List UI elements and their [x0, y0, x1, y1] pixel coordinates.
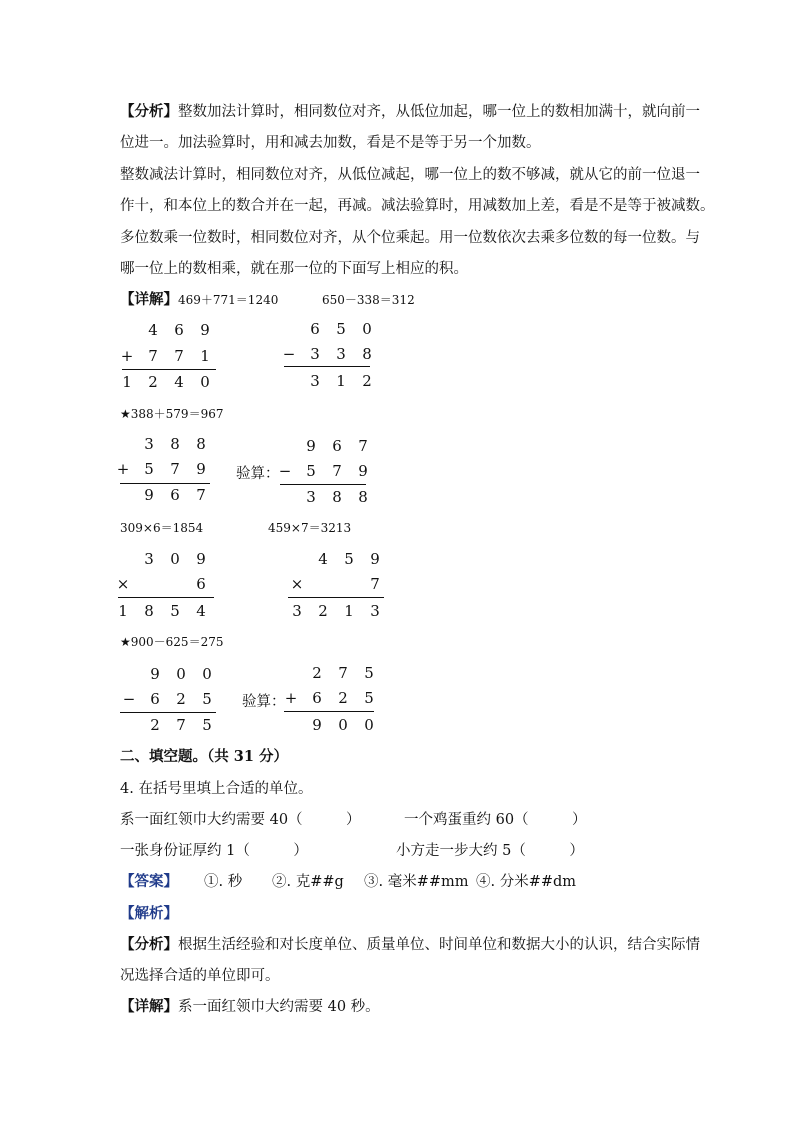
- check-label-2: 验算：: [242, 694, 286, 710]
- detail2-line: 【详解】系一面红领巾大约需要 40 秒。: [120, 998, 380, 1015]
- equation-469-771: 469＋771＝1240: [178, 293, 279, 307]
- jiexi-tag: 【解析】: [120, 905, 178, 922]
- calc-row-2: − 3 3 8: [282, 345, 372, 363]
- analysis-line-1: 【分析】整数加法计算时，相同数位对齐，从低位加起，哪一位上的数相加满十，就向前一: [120, 103, 700, 120]
- calc-row-3: 2 7 5: [150, 716, 212, 734]
- equation-650-338: 650－338＝312: [322, 293, 415, 307]
- analysis-line-4: 作十，和本位上的数合并在一起，再减。减法验算时，用减数加上差，看是不是等于被减数。: [120, 198, 715, 214]
- analysis2-tag: 【分析】: [120, 936, 178, 953]
- calc-rule: [120, 712, 216, 713]
- answer-1: ①. 秒: [204, 874, 243, 890]
- analysis-line-3: 整数减法计算时，相同数位对齐，从低位减起，哪一位上的数不够减，就从它的前一位退一: [120, 167, 700, 183]
- question-4-item-1: 系一面红领巾大约需要 40（ ）: [120, 812, 361, 828]
- answer-2: ②. 克##g: [272, 874, 344, 890]
- equation-388-579: ★388＋579＝967: [120, 407, 224, 421]
- calc-row-2: + 5 7 9: [116, 460, 206, 478]
- detail-tag: 【详解】: [120, 291, 178, 308]
- calc-row-2: × 6: [116, 575, 206, 593]
- question-4-stem: 4. 在括号里填上合适的单位。: [120, 781, 313, 797]
- detail2-tag: 【详解】: [120, 998, 178, 1015]
- equation-459-7: 459×7＝3213: [268, 521, 352, 535]
- calc-row-1: 9 6 7: [306, 437, 368, 455]
- calc-row-1: 9 0 0: [150, 665, 212, 683]
- calc-row-3: 9 0 0: [312, 716, 374, 734]
- calc-row-3: 3 2 1 3: [292, 602, 380, 620]
- check-label: 验算：: [236, 466, 280, 482]
- calc-rule: [118, 597, 214, 598]
- calc-rule: [288, 597, 384, 598]
- equation-309-6: 309×6＝1854: [120, 521, 204, 535]
- calc-row-1: 6 5 0: [310, 320, 372, 338]
- analysis2-line-2: 况选择合适的单位即可。: [120, 968, 280, 984]
- calc-rule: [284, 366, 370, 367]
- question-4-item-4: 小方走一步大约 5（ ）: [396, 843, 584, 859]
- analysis2-line-1: 【分析】根据生活经验和对长度单位、质量单位、时间单位和数据大小的认识，结合实际情: [120, 936, 700, 953]
- calc-row-3: 3 8 8: [306, 488, 368, 506]
- analysis-line-5: 多位数乘一位数时，相同数位对齐，从个位乘起。用一位数依次去乘多位数的每一位数。与: [120, 230, 700, 246]
- analysis-line-2: 位进一。加法验算时，用和减去加数，看是不是等于另一个加数。: [120, 135, 541, 151]
- analysis-tag: 【分析】: [120, 103, 178, 120]
- calc-row-3: 3 1 2: [310, 372, 372, 390]
- calc-row-2: − 5 7 9: [278, 462, 368, 480]
- calc-row-3: 1 8 5 4: [118, 602, 206, 620]
- calc-row-1: 3 8 8: [144, 435, 206, 453]
- calc-row-1: 3 0 9: [144, 550, 206, 568]
- answer-4: ④. 分米##dm: [476, 874, 577, 890]
- calc-row-2: + 7 7 1: [120, 347, 210, 365]
- calc-row-3: 1 2 4 0: [122, 373, 210, 391]
- section-title: 二、填空题。（共 31 分）: [120, 748, 289, 765]
- calc-row-3: 9 6 7: [144, 486, 206, 504]
- analysis-line-6: 哪一位上的数相乘，就在那一位的下面写上相应的积。: [120, 261, 468, 277]
- equation-900-625: ★900－625＝275: [120, 635, 224, 649]
- calc-rule: [120, 483, 210, 484]
- calc-row-1: 4 5 9: [318, 550, 380, 568]
- calc-row-2: + 6 2 5: [284, 689, 374, 707]
- calc-rule: [284, 711, 374, 712]
- question-4-item-2: 一个鸡蛋重约 60（ ）: [404, 812, 587, 828]
- calc-rule: [122, 369, 216, 370]
- calc-row-2: × 7: [290, 575, 380, 593]
- question-4-item-3: 一张身份证厚约 1（ ）: [120, 843, 308, 859]
- calc-row-1: 4 6 9: [148, 321, 210, 339]
- detail-line-1: [120, 290, 278, 310]
- calc-rule: [280, 484, 366, 485]
- answer-3: ③. 毫米##mm: [364, 874, 469, 890]
- answer-tag: 【答案】: [120, 873, 178, 890]
- calc-row-1: 2 7 5: [312, 664, 374, 682]
- calc-row-2: − 6 2 5: [122, 690, 212, 708]
- answer-line: [120, 872, 178, 892]
